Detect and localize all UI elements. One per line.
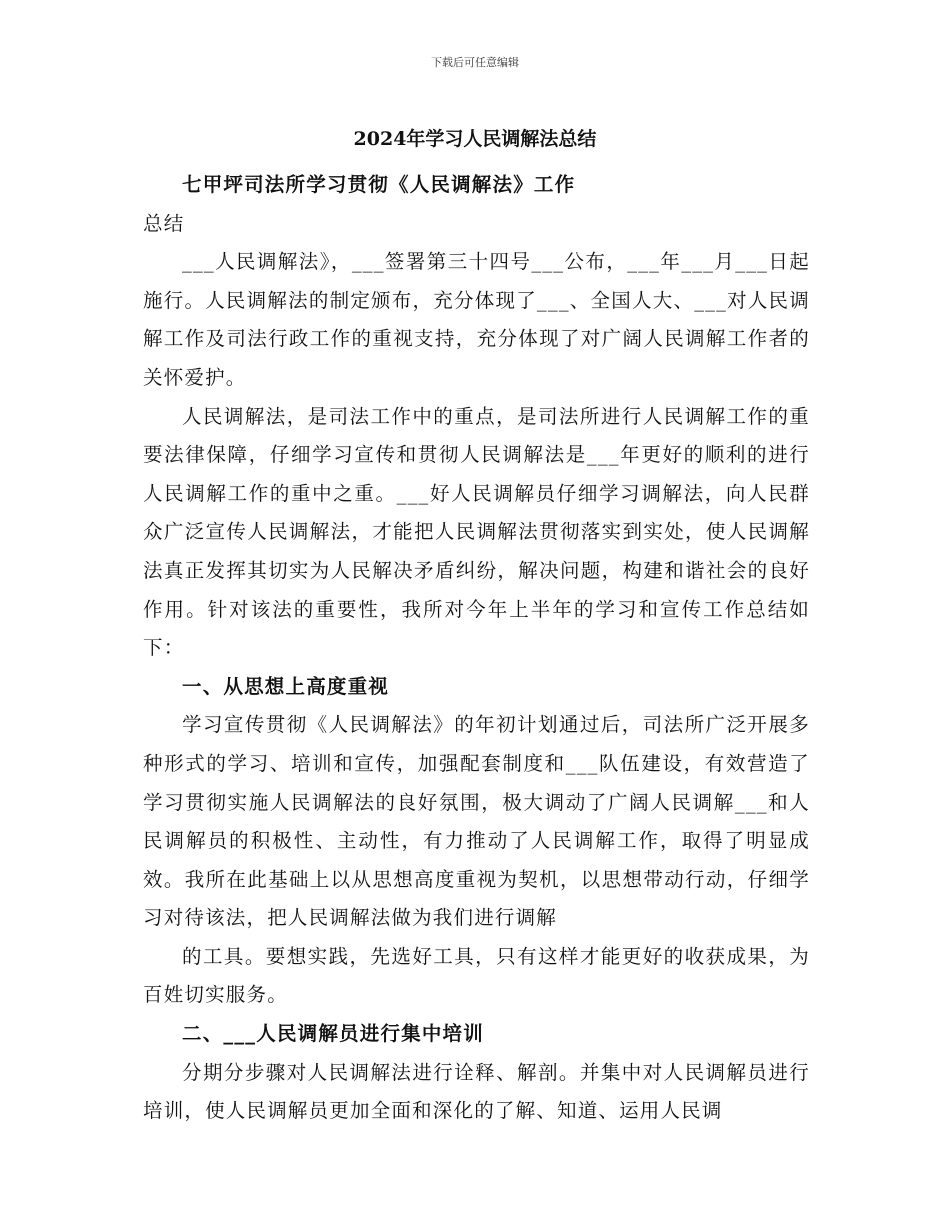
subtitle-line-1: 七甲坪司法所学习贯彻《人民调解法》工作 bbox=[182, 173, 576, 196]
document-subtitle bbox=[143, 166, 810, 243]
paragraph-importance: 人民调解法，是司法工作中的重点，是司法所进行人民调解工作的重要法律保障，仔细学习宣传和贯彻人民调解法是___年更好的顺利的进行人民调解工作的重中之重。___好人民调解员仔细学习调解法，向人民群众广泛宣传人民调解法，才能把人民调解法贯彻落实到实处，使人民调解法真正发挥其切实为人民解决矛盾纠纷，解决问题，构建和谐社会的良好作用。针对该法的重要性，我所对今年上半年的学习和宣传工作总结如下： bbox=[143, 404, 810, 660]
section-2-heading: 二、___人民调解员进行集中培训 bbox=[182, 1022, 484, 1046]
section-2-paragraph: 分期分步骤对人民调解法进行诠释、解剖。并集中对人民调解员进行培训，使人民调解员更加全面和深化的了解、知道、运用人民调 bbox=[143, 1060, 810, 1123]
section-1-heading: 一、从思想上高度重视 bbox=[182, 674, 390, 698]
page-header-note: 下载后可任意编辑 bbox=[431, 56, 519, 69]
section-1-paragraph-continued: 的工具。要想实践，先选好工具，只有这样才能更好的收获成果，为百姓切实服务。 bbox=[143, 944, 810, 1007]
paragraph-intro: ___人民调解法》，___签署第三十四号___公布，___年___月___日起施行。人民调解法的制定颁布，充分体现了___、全国人大、___对人民调解工作及司法行政工作的重视支持，充分体现了对广阔人民调解工作者的关怀爱护。 bbox=[143, 250, 810, 389]
document-title: 2024年学习人民调解法总结 bbox=[353, 128, 597, 150]
section-1-paragraph: 学习宣传贯彻《人民调解法》的年初计划通过后，司法所广泛开展多种形式的学习、培训和宣传，加强配套制度和___队伍建设，有效营造了学习贯彻实施人民调解法的良好氛围，极大调动了广阔人民调解___和人民调解员的积极性、主动性，有力推动了人民调解工作，取得了明显成效。我所在此基础上以从思想高度重视为契机，以思想带动行动，仔细学习对待该法，把人民调解法做为我们进行调解 bbox=[143, 713, 810, 930]
document-body bbox=[143, 166, 810, 1131]
subtitle-line-2: 总结 bbox=[143, 211, 185, 235]
